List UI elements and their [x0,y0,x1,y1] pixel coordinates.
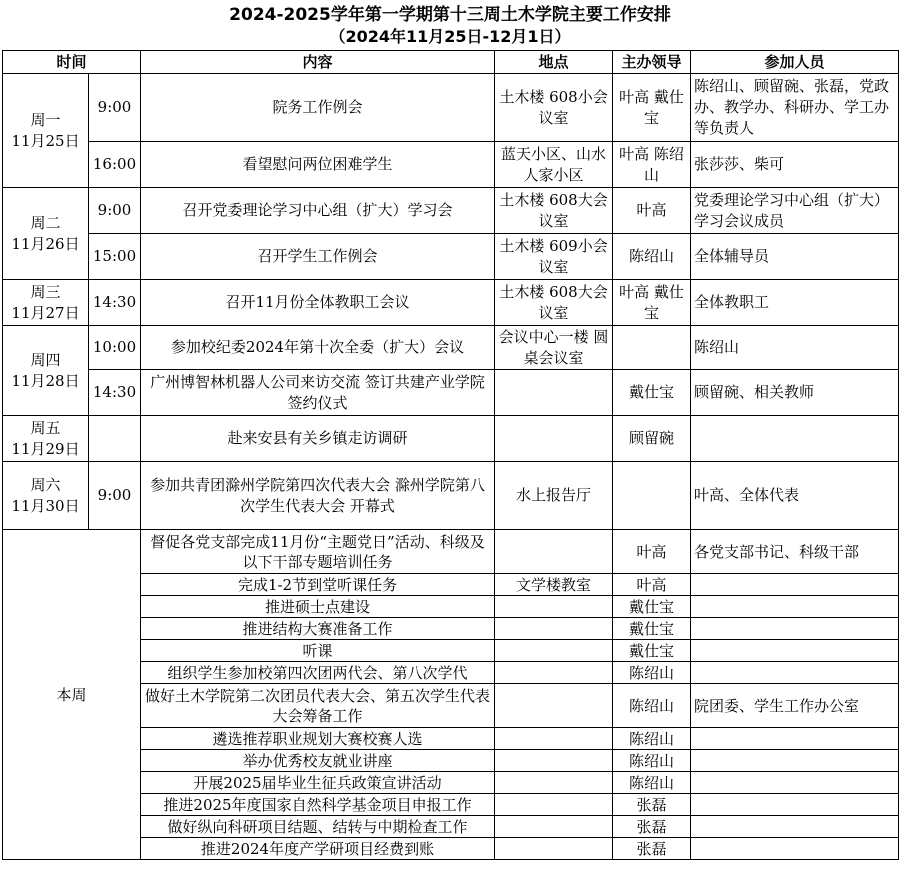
place-cell: 土木楼 608大会议室 [495,188,613,234]
table-row [3,188,899,234]
participants-cell: 张莎莎、柴可 [691,142,899,188]
place-cell [495,416,613,462]
participants-cell [691,640,899,662]
place-cell: 土木楼 608小会议室 [495,74,613,142]
leader-cell: 陈绍山 [613,750,691,772]
schedule-table [2,50,899,860]
day-cell: 周一 11月25日 [3,74,89,188]
day-cell: 周二 11月26日 [3,188,89,280]
place-cell: 土木楼 608大会议室 [495,280,613,326]
table-row [3,370,899,416]
participants-cell: 陈绍山 [691,326,899,370]
time-cell: 9:00 [89,462,141,530]
participants-cell [691,574,899,596]
participants-cell: 全体辅导员 [691,234,899,280]
participants-cell: 陈绍山、顾留碗、张磊，党政办、教学办、科研办、学工办等负责人 [691,74,899,142]
participants-cell: 各党支部书记、科级干部 [691,530,899,574]
time-cell: 14:30 [89,370,141,416]
place-cell: 会议中心一楼 圆桌会议室 [495,326,613,370]
content-cell: 广州博智林机器人公司来访交流 签订共建产业学院签约仪式 [141,370,495,416]
time-cell: 9:00 [89,188,141,234]
content-cell: 推进结构大赛准备工作 [141,618,495,640]
leader-cell: 戴仕宝 [613,640,691,662]
place-cell: 土木楼 609小会议室 [495,234,613,280]
header-leader: 主办领导 [613,51,691,74]
header-time: 时间 [3,51,141,74]
content-cell: 院务工作例会 [141,74,495,142]
place-cell: 文学楼教室 [495,574,613,596]
table-row [3,462,899,530]
day-cell: 周四 11月28日 [3,326,89,416]
leader-cell: 陈绍山 [613,772,691,794]
place-cell [495,618,613,640]
place-cell [495,596,613,618]
leader-cell: 顾留碗 [613,416,691,462]
leader-cell: 叶高 戴仕宝 [613,280,691,326]
place-cell [495,530,613,574]
content-cell: 督促各党支部完成11月份“主题党日”活动、科级及以下干部专题培训任务 [141,530,495,574]
participants-cell [691,662,899,684]
place-cell [495,662,613,684]
header-row [3,51,899,74]
participants-cell: 顾留碗、相关教师 [691,370,899,416]
content-cell: 完成1-2节到堂听课任务 [141,574,495,596]
table-row [3,530,899,574]
participants-cell [691,728,899,750]
participants-cell: 叶高、全体代表 [691,462,899,530]
participants-cell [691,416,899,462]
table-row [3,142,899,188]
table-row [3,326,899,370]
leader-cell: 陈绍山 [613,662,691,684]
content-cell: 做好土木学院第二次团员代表大会、第五次学生代表大会筹备工作 [141,684,495,728]
leader-cell: 张磊 [613,838,691,860]
content-cell: 推进2024年度产学研项目经费到账 [141,838,495,860]
table-row [3,416,899,462]
page-title: 2024-2025学年第一学期第十三周土木学院主要工作安排 [229,5,671,25]
place-cell [495,794,613,816]
leader-cell [613,462,691,530]
time-cell: 15:00 [89,234,141,280]
participants-cell [691,750,899,772]
content-cell: 举办优秀校友就业讲座 [141,750,495,772]
leader-cell: 张磊 [613,794,691,816]
leader-cell: 叶高 [613,188,691,234]
place-cell [495,838,613,860]
content-cell: 召开学生工作例会 [141,234,495,280]
leader-cell [613,326,691,370]
header-content: 内容 [141,51,495,74]
leader-cell: 叶高 戴仕宝 [613,74,691,142]
page-subtitle: （2024年11月25日-12月1日） [329,27,571,46]
content-cell: 推进硕士点建设 [141,596,495,618]
content-cell: 推进2025年度国家自然科学基金项目申报工作 [141,794,495,816]
place-cell [495,750,613,772]
content-cell: 参加校纪委2024年第十次全委（扩大）会议 [141,326,495,370]
place-cell: 蓝天小区、山水人家小区 [495,142,613,188]
participants-cell [691,772,899,794]
content-cell: 做好纵向科研项目结题、结转与中期检查工作 [141,816,495,838]
place-cell [495,640,613,662]
table-row [3,280,899,326]
participants-cell: 院团委、学生工作办公室 [691,684,899,728]
participants-cell: 全体教职工 [691,280,899,326]
day-cell: 周六 11月30日 [3,462,89,530]
header-participants: 参加人员 [691,51,899,74]
participants-cell [691,618,899,640]
table-row [3,74,899,142]
leader-cell: 叶高 [613,574,691,596]
leader-cell: 戴仕宝 [613,618,691,640]
participants-cell [691,794,899,816]
time-cell: 16:00 [89,142,141,188]
time-cell: 9:00 [89,74,141,142]
content-cell: 组织学生参加校第四次团两代会、第八次学代 [141,662,495,684]
participants-cell [691,596,899,618]
leader-cell: 戴仕宝 [613,596,691,618]
table-row [3,234,899,280]
time-cell: 14:30 [89,280,141,326]
content-cell: 召开11月份全体教职工会议 [141,280,495,326]
leader-cell: 叶高 陈绍山 [613,142,691,188]
participants-cell [691,816,899,838]
content-cell: 听课 [141,640,495,662]
header-place: 地点 [495,51,613,74]
content-cell: 遴选推荐职业规划大赛校赛人选 [141,728,495,750]
place-cell [495,684,613,728]
place-cell [495,816,613,838]
participants-cell: 党委理论学习中心组（扩大）学习会议成员 [691,188,899,234]
content-cell: 召开党委理论学习中心组（扩大）学习会 [141,188,495,234]
place-cell: 水上报告厅 [495,462,613,530]
week-label-cell: 本周 [3,530,141,860]
leader-cell: 陈绍山 [613,728,691,750]
time-cell [89,416,141,462]
leader-cell: 陈绍山 [613,684,691,728]
content-cell: 参加共青团滁州学院第四次代表大会 滁州学院第八次学生代表大会 开幕式 [141,462,495,530]
content-cell: 赴来安县有关乡镇走访调研 [141,416,495,462]
content-cell: 开展2025届毕业生征兵政策宣讲活动 [141,772,495,794]
leader-cell: 张磊 [613,816,691,838]
time-cell: 10:00 [89,326,141,370]
place-cell [495,370,613,416]
leader-cell: 戴仕宝 [613,370,691,416]
place-cell [495,772,613,794]
participants-cell [691,838,899,860]
leader-cell: 陈绍山 [613,234,691,280]
day-cell: 周三 11月27日 [3,280,89,326]
place-cell [495,728,613,750]
leader-cell: 叶高 [613,530,691,574]
content-cell: 看望慰问两位困难学生 [141,142,495,188]
day-cell: 周五 11月29日 [3,416,89,462]
